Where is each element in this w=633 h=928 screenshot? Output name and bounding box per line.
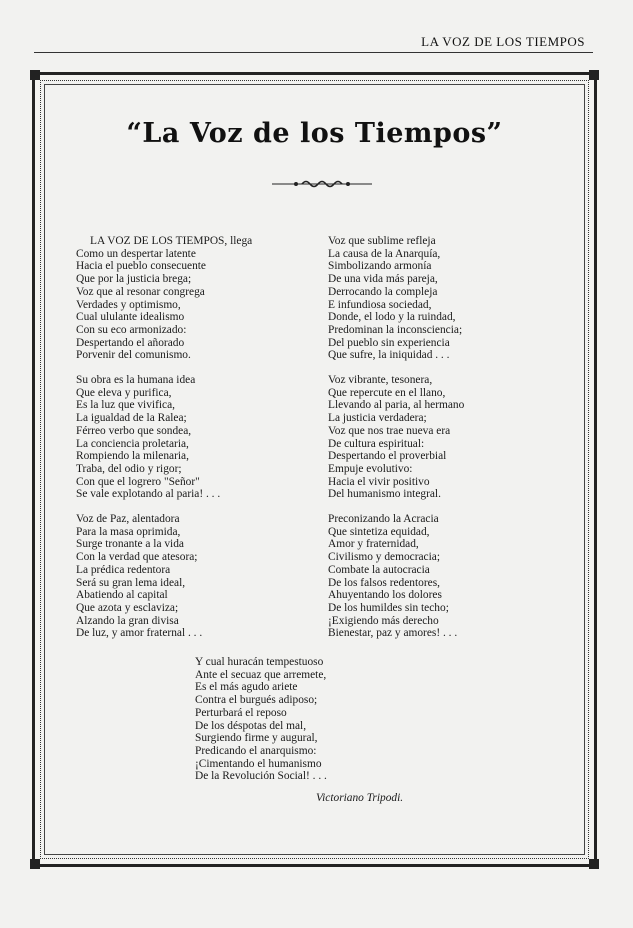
stanza bbox=[328, 513, 464, 640]
poem-line: De los humildes sin techo; bbox=[328, 601, 449, 614]
running-head: LA VOZ DE LOS TIEMPOS bbox=[421, 34, 585, 49]
poem-line: Llevando al paria, al hermano bbox=[328, 399, 465, 412]
poem-line: Que repercute en el llano, bbox=[328, 386, 446, 399]
poem-line: Con que el logrero "Señor" bbox=[76, 475, 200, 488]
poem-line: Voz que nos trae nueva era bbox=[328, 424, 451, 437]
poem-line: Que sintetiza equidad, bbox=[328, 525, 430, 538]
poem-line: Simbolizando armonía bbox=[328, 260, 432, 273]
border-corner-top-left bbox=[30, 70, 40, 80]
stanza bbox=[328, 374, 464, 501]
poem-line: Alzando la gran divisa bbox=[76, 614, 179, 627]
poem-line: De la Revolución Social! . . . bbox=[195, 770, 327, 783]
poem-line: Es la luz que vivifica, bbox=[76, 399, 176, 412]
vine-ornament-icon bbox=[272, 178, 372, 190]
header-rule bbox=[34, 52, 593, 53]
border-corner-bottom-left bbox=[30, 859, 40, 869]
poem-line: Será su gran lema ideal, bbox=[76, 576, 186, 589]
poem-line: Verdades y optimismo, bbox=[76, 298, 181, 311]
poem-line: Despertando el proverbial bbox=[328, 450, 447, 463]
poem-line: Surgiendo firme y augural, bbox=[195, 732, 318, 745]
poem-line: La conciencia proletaria, bbox=[76, 437, 189, 450]
poem-line: De luz, y amor fraternal . . . bbox=[76, 627, 203, 640]
poem-line: De los déspotas del mal, bbox=[195, 719, 307, 732]
stanza bbox=[328, 235, 464, 362]
poem-line: Traba, del odio y rigor; bbox=[76, 462, 182, 475]
poem-line: Voz que sublime refleja bbox=[328, 235, 436, 247]
poem-line: De una vida más pareja, bbox=[328, 273, 438, 286]
poem-line: Contra el burgués adiposo; bbox=[195, 694, 318, 707]
poem-line: Civilismo y democracia; bbox=[328, 551, 440, 564]
poem-line: De los falsos redentores, bbox=[328, 576, 440, 589]
left-column bbox=[76, 235, 252, 652]
poem-line: De cultura espiritual: bbox=[328, 437, 425, 450]
poem-line: Derrocando la compleja bbox=[328, 285, 438, 298]
final-stanza bbox=[195, 656, 327, 783]
poem-line: Cual ululante idealismo bbox=[76, 311, 185, 324]
stanza bbox=[76, 513, 252, 640]
poem-line: Su obra es la humana idea bbox=[76, 374, 196, 387]
poem-line: Es el más agudo ariete bbox=[195, 681, 298, 694]
poem-line: Ahuyentando los dolores bbox=[328, 589, 442, 602]
stanza bbox=[76, 235, 252, 362]
poem-line: Con su eco armonizado: bbox=[76, 323, 187, 336]
poem-line: ¡Cimentando el humanismo bbox=[195, 757, 322, 770]
border-corner-bottom-right bbox=[589, 859, 599, 869]
poem-line: Y cual huracán tempestuoso bbox=[195, 656, 324, 668]
poem-line: Del humanismo integral. bbox=[328, 488, 441, 501]
poem-line: Bienestar, paz y amores! . . . bbox=[328, 627, 458, 640]
poem-line: Que eleva y purifica, bbox=[76, 386, 172, 399]
poem-line: Voz de Paz, alentadora bbox=[76, 513, 180, 526]
poem-line: Para la masa oprimida, bbox=[76, 525, 181, 538]
poem-line: Se vale explotando al paria! . . . bbox=[76, 488, 221, 501]
poem-line: Rompiendo la milenaria, bbox=[76, 450, 189, 463]
poem-line: Combate la autocracia bbox=[328, 563, 430, 576]
right-column bbox=[328, 235, 464, 652]
poem-line: Porvenir del comunismo. bbox=[76, 349, 191, 362]
poem-title: “La Voz de los Tiempos” bbox=[126, 118, 503, 149]
poem-line: Predicando el anarquismo: bbox=[195, 744, 317, 757]
stanza bbox=[76, 374, 252, 501]
poem-line: Como un despertar latente bbox=[76, 247, 196, 260]
poem-line: Perturbará el reposo bbox=[195, 706, 287, 719]
poem-line: Voz que al resonar congrega bbox=[76, 285, 205, 298]
poem-line: Ante el secuaz que arremete, bbox=[195, 668, 327, 681]
poem-line: Que sufre, la iniquidad . . . bbox=[328, 349, 450, 362]
poem-line: La justicia verdadera; bbox=[328, 412, 427, 425]
poem-line: Surge tronante a la vida bbox=[76, 538, 184, 551]
poem-line: La causa de la Anarquía, bbox=[328, 247, 441, 260]
poem-line: Con la verdad que atesora; bbox=[76, 551, 198, 564]
poem-line: Hacia el pueblo consecuente bbox=[76, 260, 206, 273]
poem-line: Abatiendo al capital bbox=[76, 589, 168, 602]
poem-line: ¡Exigiendo más derecho bbox=[328, 614, 439, 627]
poem-line: Férreo verbo que sondea, bbox=[76, 424, 192, 437]
poem-line: LA VOZ DE LOS TIEMPOS, llega bbox=[90, 235, 253, 247]
poem-line: Del pueblo sin experiencia bbox=[328, 336, 450, 349]
poem-line: E infundiosa sociedad, bbox=[328, 298, 432, 311]
poem-line: Que azota y esclaviza; bbox=[76, 601, 179, 614]
poem-line: Voz vibrante, tesonera, bbox=[328, 374, 433, 387]
poem-line: Que por la justicia brega; bbox=[76, 273, 192, 286]
poem-line: Hacia el vivir positivo bbox=[328, 475, 430, 488]
poem-line: Amor y fraternidad, bbox=[328, 538, 419, 551]
poem-line: La igualdad de la Ralea; bbox=[76, 412, 187, 425]
poem-line: Preconizando la Acracia bbox=[328, 513, 439, 526]
signature: Victoriano Tripodi. bbox=[316, 792, 404, 804]
poem-line: Predominan la inconsciencia; bbox=[328, 323, 463, 336]
poem-line: Despertando el añorado bbox=[76, 336, 185, 349]
poem-line: Donde, el lodo y la ruindad, bbox=[328, 311, 456, 324]
border-corner-top-right bbox=[589, 70, 599, 80]
poem-line: Empuje evolutivo: bbox=[328, 462, 413, 475]
poem-line: La prédica redentora bbox=[76, 563, 171, 576]
